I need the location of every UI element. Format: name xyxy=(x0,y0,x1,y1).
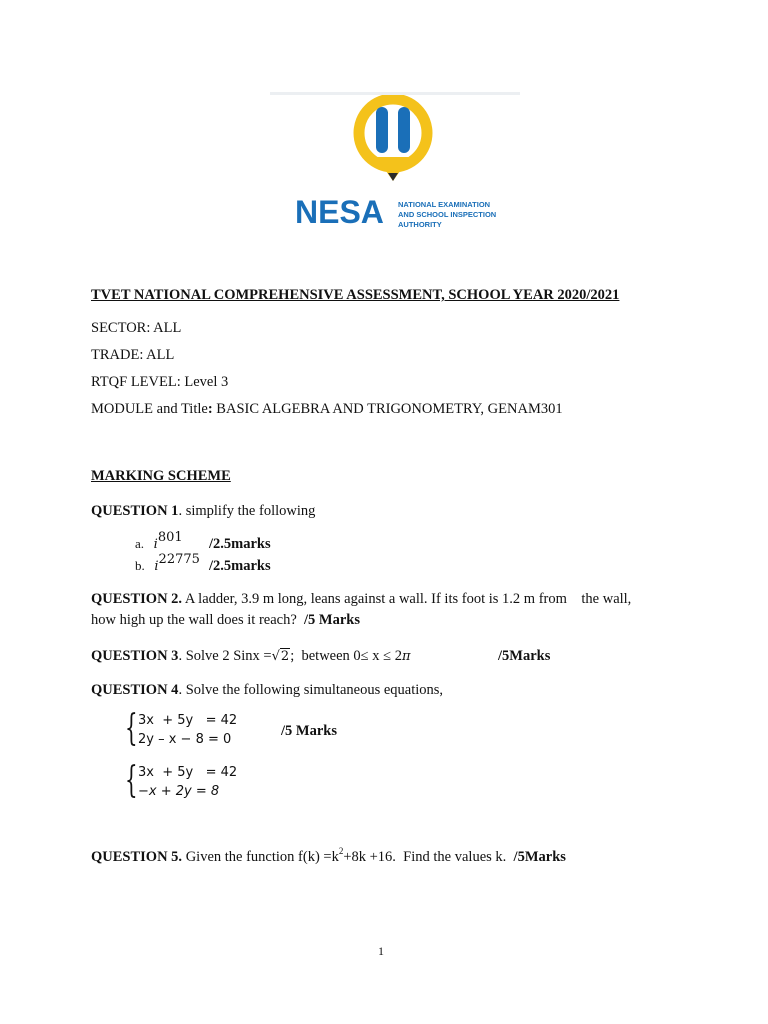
logo-line-2: AND SCHOOL INSPECTION xyxy=(398,210,497,219)
system-1-eq-2: 2y – x − 8 = 0 xyxy=(138,732,232,747)
question-5 xyxy=(91,848,566,866)
system-2-eq-2: −x + 2y = 8 xyxy=(138,784,220,799)
question-5-text-pre: Given the function f(k) =k xyxy=(182,849,339,865)
logo-pencil-point xyxy=(388,173,398,181)
question-3-pi: π xyxy=(401,649,411,664)
system-1-brace: { xyxy=(125,708,138,749)
question-1a-marks: /2.5marks xyxy=(209,536,271,552)
question-5-exponent: 2 xyxy=(338,846,344,857)
module-line xyxy=(91,400,563,418)
question-3-label: QUESTION 3 xyxy=(91,648,179,664)
logo-acronym: NESA xyxy=(295,194,384,230)
question-3-marks: /5Marks xyxy=(498,648,551,664)
question-1-label: QUESTION 1 xyxy=(91,503,179,519)
system-1-eq-1: 3x + 5y = 42 xyxy=(138,713,238,728)
question-1a-exp: 801 xyxy=(157,530,183,546)
question-5-label: QUESTION 5. xyxy=(91,849,183,865)
question-2-marks: /5 Marks xyxy=(304,612,360,628)
question-2-text-2: how high up the wall does it reach? xyxy=(91,612,305,628)
system-2-eq-1: 3x + 5y = 42 xyxy=(138,765,238,780)
question-1b-marks: /2.5marks xyxy=(209,558,271,574)
question-4-text: . Solve the following simultaneous equations, xyxy=(178,682,444,698)
question-1a-label: a. xyxy=(135,536,145,551)
system-2-brace: { xyxy=(125,760,138,801)
question-2-line-1 xyxy=(91,590,631,608)
question-1b-label: b. xyxy=(135,558,145,573)
question-2-line-2 xyxy=(91,611,360,629)
question-2-text-1: A ladder, 3.9 m long, leans against a wall. If its foot is 1.2 m from the wall, xyxy=(182,591,632,607)
sqrt-value: 2 xyxy=(280,649,290,664)
logo-line-1: NATIONAL EXAMINATION xyxy=(398,200,491,209)
question-4-marks: /5 Marks xyxy=(281,723,337,739)
question-3 xyxy=(91,647,411,666)
question-1b-base: i xyxy=(154,559,159,574)
document-title: TVET NATIONAL COMPREHENSIVE ASSESSMENT, SCHOOL YEAR 2020/2021 xyxy=(91,287,620,303)
logo-bar-left xyxy=(376,107,388,153)
module-value: BASIC ALGEBRA AND TRIGONOMETRY, GENAM301 xyxy=(212,401,563,417)
page-number: 1 xyxy=(378,944,384,958)
trade-line: TRADE: ALL xyxy=(91,347,175,363)
question-3-text-mid: ; between 0≤ x ≤ 2 xyxy=(290,648,402,664)
module-colon: : xyxy=(207,401,213,417)
question-2-label: QUESTION 2. xyxy=(91,591,183,607)
logo-bar-right xyxy=(398,107,410,153)
question-1b xyxy=(135,552,200,576)
rtqf-line: RTQF LEVEL: Level 3 xyxy=(91,374,229,390)
question-1a-base: i xyxy=(153,537,158,552)
question-3-text-pre: . Solve 2 Sinx = xyxy=(178,648,272,664)
module-label: MODULE and Title xyxy=(91,401,208,417)
question-1b-exp: 22775 xyxy=(158,552,200,568)
question-4 xyxy=(91,681,443,699)
question-5-marks: /5Marks xyxy=(513,849,566,865)
sqrt-symbol: √2 xyxy=(271,649,290,664)
logo-line-3: AUTHORITY xyxy=(398,220,442,229)
nesa-logo xyxy=(290,95,520,245)
question-1-text: . simplify the following xyxy=(178,503,316,519)
sector-line: SECTOR: ALL xyxy=(91,320,182,336)
marking-scheme-heading: MARKING SCHEME xyxy=(91,468,231,484)
question-5-text-post: +8k +16. Find the values k. xyxy=(343,849,514,865)
question-4-label: QUESTION 4 xyxy=(91,682,179,698)
question-1 xyxy=(91,502,315,520)
logo-ring xyxy=(359,99,427,167)
